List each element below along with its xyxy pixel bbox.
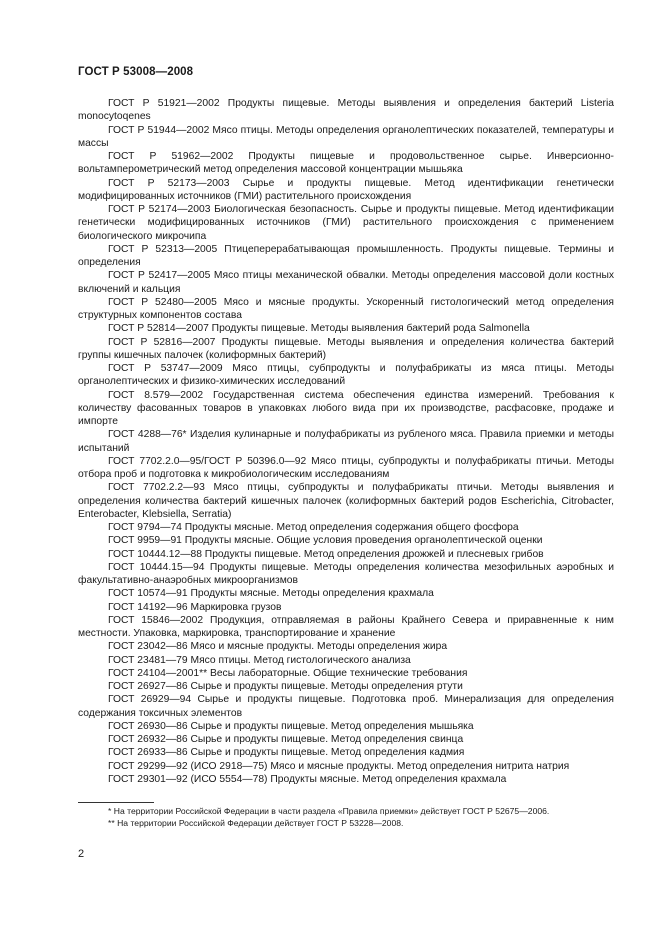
reference-item: ГОСТ Р 51962—2002 Продукты пищевые и продовольственное сырье. Инверсионно-вольтамперометрический метод определения массовой концентрации мышьяка (78, 151, 614, 176)
reference-item: ГОСТ Р 52480—2005 Мясо и мясные продукты. Ускоренный гистологический метод определения структурных компонентов состава (78, 296, 614, 321)
footnote: * На территории Российской Федерации в части раздела «Правила приемки» действует ГОСТ Р 52675—2006. (108, 806, 550, 816)
footnote-divider (78, 802, 154, 803)
reference-item: ГОСТ 10444.12—88 Продукты пищевые. Метод определения дрожжей и плесневых грибов (108, 548, 544, 560)
reference-item: ГОСТ Р 52174—2003 Биологическая безопасность. Сырье и продукты пищевые. Метод идентификации генетически модифицированных источников (ГМИ) растительного происхождения с применением биологического микрочипа (78, 204, 614, 242)
reference-item: ГОСТ 29299—92 (ИСО 2918—75) Мясо и мясные продукты. Метод определения нитрита натрия (108, 760, 570, 772)
page-header: ГОСТ Р 53008—2008 (78, 66, 194, 78)
reference-item: ГОСТ 4288—76* Изделия кулинарные и полуфабрикаты из рубленого мяса. Правила приемки и методы испытаний (78, 429, 614, 454)
reference-item: ГОСТ Р 52816—2007 Продукты пищевые. Методы выявления и определения количества бактерий группы кишечных палочек (колиформных бактерий) (78, 336, 614, 361)
reference-item: ГОСТ Р 53747—2009 Мясо птицы, субпродукты и полуфабрикаты из мяса птицы. Методы органолептических и физико-химических исследований (78, 363, 614, 388)
footnotes (78, 805, 614, 829)
reference-item: ГОСТ 26932—86 Сырье и продукты пищевые. Метод определения свинца (108, 734, 464, 745)
reference-item: ГОСТ Р 52313—2005 Птицеперерабатывающая промышленность. Продукты пищевые. Термины и определения (78, 243, 614, 268)
reference-item: ГОСТ 26927—86 Сырье и продукты пищевые. Методы определения ртути (108, 681, 463, 692)
reference-item: ГОСТ 9959—91 Продукты мясные. Общие условия проведения органолептической оценки (108, 535, 543, 547)
reference-item: ГОСТ 9794—74 Продукты мясные. Метод определения содержания общего фосфора (108, 522, 519, 533)
reference-item: ГОСТ Р 51944—2002 Мясо птицы. Методы определения органолептических показателей, температуры и массы (78, 124, 614, 149)
reference-item: ГОСТ 23481—79 Мясо птицы. Метод гистологического анализа (108, 654, 411, 666)
reference-item: ГОСТ 26929—94 Сырье и продукты пищевые. Подготовка проб. Минерализация для определения содержания токсичных элементов (78, 694, 614, 719)
reference-item: ГОСТ 24104—2001** Весы лабораторные. Общие технические требования (108, 667, 468, 679)
footnote: ** На территории Российской Федерации действует ГОСТ Р 53228—2008. (108, 818, 404, 828)
reference-item: ГОСТ 10444.15—94 Продукты пищевые. Методы определения количества мезофильных аэробных и факультативно-анаэробных микроорганизмов (78, 561, 614, 586)
reference-item: ГОСТ 26930—86 Сырье и продукты пищевые. Метод определения мышьяка (108, 720, 474, 732)
reference-item: ГОСТ 26933—86 Сырье и продукты пищевые. Метод определения кадмия (108, 747, 465, 759)
reference-item: ГОСТ 8.579—2002 Государственная система обеспечения единства измерений. Требования к количеству фасованных товаров в упаковках любого вида при их производстве, расфасовке, продаже и импорте (78, 389, 614, 427)
reference-item: ГОСТ 23042—86 Мясо и мясные продукты. Методы определения жира (108, 641, 448, 653)
reference-item: ГОСТ 7702.2.2—93 Мясо птицы, субпродукты и полуфабрикаты птичьи. Методы выявления и определения количества бактерий кишечных палочек (колиформных бактерий родов Escherichia, Citrobacter, Enterobacter, Klebsiella, Serratia) (78, 482, 614, 520)
page-number: 2 (78, 848, 85, 860)
reference-item: ГОСТ 10574—91 Продукты мясные. Методы определения крахмала (108, 588, 434, 600)
reference-item: ГОСТ 14192—96 Маркировка грузов (108, 601, 282, 613)
reference-item: ГОСТ Р 51921—2002 Продукты пищевые. Методы выявления и определения бактерий Listeria monocytoqenes (78, 98, 614, 123)
reference-item: ГОСТ Р 52814—2007 Продукты пищевые. Методы выявления бактерий рода Salmonella (108, 323, 530, 335)
reference-item: ГОСТ 15846—2002 Продукция, отправляемая в районы Крайнего Севера и приравненные к ним местности. Упаковка, маркировка, транспортирование и хранение (78, 614, 614, 639)
reference-item: ГОСТ 29301—92 (ИСО 5554—78) Продукты мясные. Метод определения крахмала (108, 773, 507, 785)
reference-item: ГОСТ 7702.2.0—95/ГОСТ Р 50396.0—92 Мясо птицы, субпродукты и полуфабрикаты птичьи. Методы отбора проб и подготовка к микробиологическим исследованиям (78, 455, 614, 480)
reference-item: ГОСТ Р 52173—2003 Сырье и продукты пищевые. Метод идентификации генетически модифицированных источников (ГМИ) растительного происхождения (78, 177, 614, 202)
references-list (78, 97, 614, 786)
reference-item: ГОСТ Р 52417—2005 Мясо птицы механической обвалки. Методы определения массовой доли костных включений и кальция (78, 270, 614, 295)
